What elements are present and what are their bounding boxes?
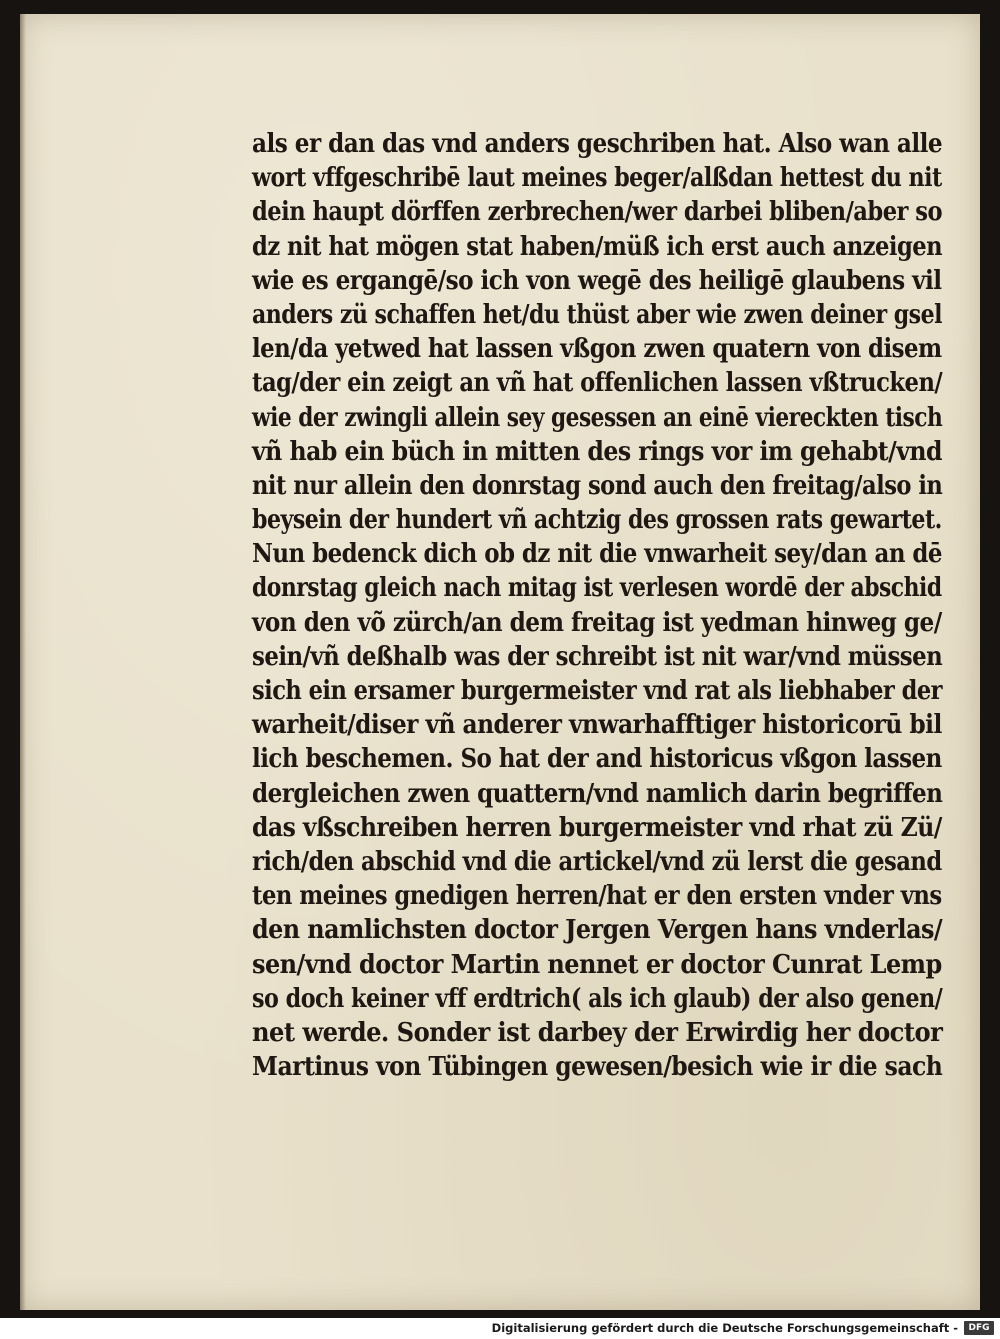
footer-credit: Digitalisierung gefördert durch die Deutsche Forschungsgemeinschaft - bbox=[491, 1321, 958, 1335]
page-text-block bbox=[252, 127, 952, 1084]
text-line: warheit/diser vñ anderer vnwarhafftiger historicorū bil bbox=[252, 710, 942, 741]
page-shadow-edge bbox=[20, 14, 26, 1310]
text-line: lich beschemen. So hat der and historicus vßgon lassen bbox=[252, 744, 942, 775]
text-line: len/da yetwed hat lassen vßgon zwen quatern von disem bbox=[252, 334, 942, 365]
text-line: Nun bedenck dich ob dz nit die vnwarheit sey/dan an dē bbox=[252, 539, 942, 570]
text-line: wie es ergangē/so ich von wegē des heiligē glaubens vil bbox=[252, 265, 942, 296]
text-line: nit nur allein den donrstag sond auch den freitag/also in bbox=[252, 470, 943, 501]
footer-bar bbox=[0, 1318, 1000, 1339]
text-line: net werde. Sonder ist darbey der Erwirdig her doctor bbox=[252, 1017, 943, 1048]
text-line: sich ein ersamer burgermeister vnd rat als liebhaber der bbox=[252, 676, 943, 706]
text-line: anders zü schaffen het/du thüst aber wie zwen deiner gsel bbox=[252, 299, 942, 330]
dfg-logo: DFG bbox=[964, 1321, 994, 1335]
text-line: von den võ zürch/an dem freitag ist yedman hinweg ge/ bbox=[252, 607, 942, 638]
text-line: den namlichsten doctor Jergen Vergen hans vnderlas/ bbox=[252, 915, 943, 946]
text-line: beysein der hundert vñ achtzig des grossen rats gewartet. bbox=[252, 505, 942, 536]
book-page bbox=[20, 14, 980, 1310]
text-line: tag/der ein zeigt an vñ hat offenlichen lassen vßtrucken/ bbox=[252, 368, 943, 399]
text-line: so doch keiner vff erdtrich( als ich glaub) der also genen/ bbox=[252, 983, 943, 1014]
text-line: als er dan das vnd anders geschriben hat. Also wan alle bbox=[252, 129, 943, 159]
text-line: sen/vnd doctor Martin nennet er doctor Cunrat Lemp bbox=[252, 949, 942, 980]
text-line: rich/den abschid vnd die artickel/vnd zü lerst die gesand bbox=[252, 846, 942, 877]
text-line: Martinus von Tübingen gewesen/besich wie ir die sach bbox=[252, 1052, 943, 1083]
text-line: dein haupt dörffen zerbrechen/wer darbei bliben/aber so bbox=[252, 197, 943, 228]
text-line: dergleichen zwen quattern/vnd namlich darin begriffen bbox=[252, 778, 943, 809]
text-line: sein/vñ deßhalb was der schreibt ist nit war/vnd müssen bbox=[252, 641, 943, 672]
text-line: ten meines gnedigen herren/hat er den ersten vnder vns bbox=[252, 881, 942, 912]
text-line: donrstag gleich nach mitag ist verlesen wordē der abschid bbox=[252, 573, 942, 604]
text-line: wie der zwingli allein sey gesessen an einē viereckten tisch bbox=[252, 402, 943, 433]
text-line: wort vffgeschribē laut meines beger/alßdan hettest du nit bbox=[252, 163, 942, 194]
text-line: das vßschreiben herren burgermeister vnd rhat zü Zü/ bbox=[252, 812, 942, 843]
text-line: vñ hab ein büch in mitten des rings vor im gehabt/vnd bbox=[252, 436, 942, 467]
text-line: dz nit hat mögen stat haben/müß ich erst auch anzeigen bbox=[252, 231, 943, 262]
